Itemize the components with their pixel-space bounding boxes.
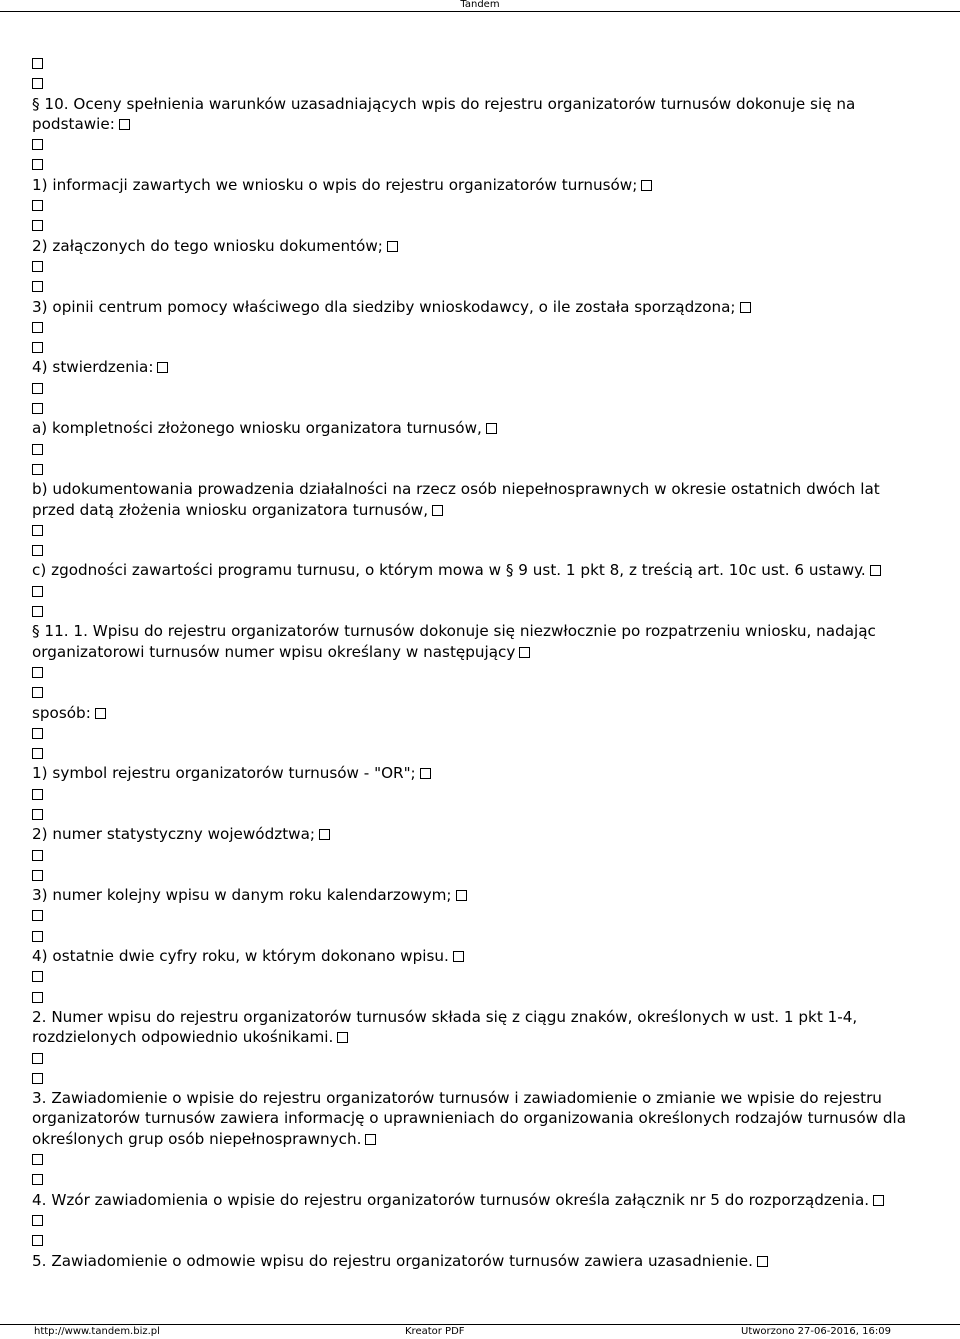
empty-line (32, 520, 927, 540)
paragraph (32, 1251, 927, 1271)
empty-line (32, 317, 927, 337)
paragraph-text: 4. Wzór zawiadomienia o wpisie do rejestru organizatorów turnusów określa załącznik nr 5 do rozporządzenia. (32, 1190, 870, 1209)
page-header (0, 0, 960, 12)
empty-line (32, 784, 927, 804)
missing-glyph-box (32, 342, 43, 353)
empty-line (32, 256, 927, 276)
paragraph-text: 4) stwierdzenia: (32, 358, 154, 377)
paragraph (32, 418, 927, 438)
missing-glyph-box (32, 200, 43, 211)
missing-glyph-box (873, 1195, 884, 1206)
missing-glyph-box (32, 261, 43, 272)
empty-line (32, 926, 927, 946)
missing-glyph-box (486, 423, 497, 434)
paragraph-text: 3) opinii centrum pomocy właściwego dla siedziby wnioskodawcy, o ile została sporządzona; (32, 297, 736, 316)
paragraph (32, 236, 927, 256)
missing-glyph-box (32, 667, 43, 678)
missing-glyph-box (519, 647, 530, 658)
missing-glyph-box (32, 78, 43, 89)
missing-glyph-box (32, 403, 43, 414)
paragraph-text: sposób: (32, 703, 91, 722)
missing-glyph-box (32, 870, 43, 881)
paragraph (32, 94, 927, 135)
empty-line (32, 337, 927, 357)
empty-line (32, 195, 927, 215)
empty-line (32, 1169, 927, 1189)
missing-glyph-box (32, 728, 43, 739)
missing-glyph-box (119, 119, 130, 130)
empty-line (32, 845, 927, 865)
missing-glyph-box (32, 444, 43, 455)
empty-line (32, 134, 927, 154)
paragraph-text: 3) numer kolejny wpisu w danym roku kalendarzowym; (32, 886, 452, 905)
paragraph (32, 1190, 927, 1210)
missing-glyph-box (32, 586, 43, 597)
missing-glyph-box (157, 362, 168, 373)
empty-line (32, 601, 927, 621)
empty-line (32, 723, 927, 743)
paragraph-text: c) zgodności zawartości programu turnusu, o którym mowa w § 9 ust. 1 pkt 8, z treścią art. 10c ust. 6 ustawy. (32, 561, 866, 580)
missing-glyph-box (32, 748, 43, 759)
document-body (32, 53, 927, 1271)
missing-glyph-box (32, 992, 43, 1003)
missing-glyph-box (32, 322, 43, 333)
paragraph-text: 1) informacji zawartych we wniosku o wpis do rejestru organizatorów turnusów; (32, 175, 638, 194)
paragraph (32, 357, 927, 377)
empty-line (32, 662, 927, 682)
paragraph-text: 2. Numer wpisu do rejestru organizatorów turnusów składa się z ciągu znaków, określonych w ust. 1 pkt 1-4, rozdzielonych odpowiednio ukośnikami. (32, 1007, 858, 1047)
missing-glyph-box (32, 281, 43, 292)
empty-line (32, 439, 927, 459)
paragraph-text: a) kompletności złożonego wniosku organizatora turnusów, (32, 419, 482, 438)
empty-line (32, 276, 927, 296)
empty-line (32, 540, 927, 560)
page-footer (0, 1324, 960, 1339)
missing-glyph-box (32, 1053, 43, 1064)
paragraph (32, 824, 927, 844)
missing-glyph-box (870, 565, 881, 576)
paragraph-text: b) udokumentowania prowadzenia działalności na rzecz osób niepełnosprawnych w okresie ostatnich dwóch lat przed datą złożenia wniosku organizatora turnusów, (32, 480, 880, 519)
paragraph-text: 1) symbol rejestru organizatorów turnusów - "OR"; (32, 764, 416, 783)
missing-glyph-box (420, 768, 431, 779)
empty-line (32, 1068, 927, 1088)
missing-glyph-box (32, 606, 43, 617)
missing-glyph-box (32, 525, 43, 536)
missing-glyph-box (32, 789, 43, 800)
missing-glyph-box (740, 302, 751, 313)
paragraph (32, 560, 927, 580)
missing-glyph-box (32, 58, 43, 69)
paragraph (32, 621, 927, 662)
missing-glyph-box (432, 505, 443, 516)
footer-created-date: Utworzono 27-06-2016, 16:09 (741, 1326, 891, 1337)
missing-glyph-box (32, 1154, 43, 1165)
missing-glyph-box (387, 241, 398, 252)
missing-glyph-box (32, 220, 43, 231)
paragraph (32, 1088, 927, 1149)
missing-glyph-box (95, 708, 106, 719)
paragraph (32, 763, 927, 783)
empty-line (32, 1149, 927, 1169)
empty-line (32, 1048, 927, 1068)
paragraph-text: § 11. 1. Wpisu do rejestru organizatorów turnusów dokonuje się niezwłocznie po rozpatrzeniu wniosku, nadając organizatorowi turnusów numer wpisu określany w następujący (32, 622, 876, 661)
empty-line (32, 682, 927, 702)
paragraph-text: 5. Zawiadomienie o odmowie wpisu do rejestru organizatorów turnusów zawiera uzasadnienie. (32, 1251, 753, 1270)
empty-line (32, 73, 927, 93)
paragraph (32, 946, 927, 966)
empty-line (32, 1210, 927, 1230)
footer-url[interactable]: http://www.tandem.biz.pl (34, 1326, 160, 1337)
missing-glyph-box (32, 931, 43, 942)
paragraph (32, 885, 927, 905)
paragraph-text: 2) załączonych do tego wniosku dokumentów; (32, 236, 383, 255)
empty-line (32, 865, 927, 885)
missing-glyph-box (32, 1073, 43, 1084)
missing-glyph-box (32, 809, 43, 820)
empty-line (32, 804, 927, 824)
missing-glyph-box (319, 829, 330, 840)
empty-line (32, 966, 927, 986)
empty-line (32, 378, 927, 398)
empty-line (32, 215, 927, 235)
header-title: Tandem (460, 0, 500, 10)
paragraph (32, 175, 927, 195)
paragraph (32, 479, 927, 520)
missing-glyph-box (32, 1235, 43, 1246)
paragraph-text: 2) numer statystyczny województwa; (32, 825, 316, 844)
empty-line (32, 743, 927, 763)
empty-line (32, 459, 927, 479)
empty-line (32, 154, 927, 174)
missing-glyph-box (32, 850, 43, 861)
footer-creator: Kreator PDF (405, 1326, 465, 1337)
empty-line (32, 905, 927, 925)
paragraph (32, 297, 927, 317)
paragraph-text: § 10. Oceny spełnienia warunków uzasadniających wpis do rejestru organizatorów turnusów dokonuje się na podstawie: (32, 94, 856, 133)
paragraph (32, 1007, 927, 1048)
missing-glyph-box (32, 545, 43, 556)
missing-glyph-box (32, 159, 43, 170)
empty-line (32, 53, 927, 73)
empty-line (32, 398, 927, 418)
missing-glyph-box (757, 1256, 768, 1267)
empty-line (32, 987, 927, 1007)
missing-glyph-box (32, 687, 43, 698)
empty-line (32, 1230, 927, 1250)
missing-glyph-box (365, 1134, 376, 1145)
missing-glyph-box (456, 890, 467, 901)
paragraph-text: 3. Zawiadomienie o wpisie do rejestru organizatorów turnusów i zawiadomienie o zmianie we wpisie do rejestru organizatorów turnusów zawiera informację o uprawnieniach do organizowania określonych rodzajów turnusów dla określonych grup osób niepełnosprawnych. (32, 1089, 907, 1148)
missing-glyph-box (32, 971, 43, 982)
paragraph-text: 4) ostatnie dwie cyfry roku, w którym dokonano wpisu. (32, 947, 449, 966)
missing-glyph-box (32, 383, 43, 394)
missing-glyph-box (453, 951, 464, 962)
missing-glyph-box (32, 1174, 43, 1185)
paragraph (32, 703, 927, 723)
missing-glyph-box (337, 1032, 348, 1043)
missing-glyph-box (32, 139, 43, 150)
missing-glyph-box (32, 464, 43, 475)
empty-line (32, 581, 927, 601)
missing-glyph-box (32, 910, 43, 921)
missing-glyph-box (641, 180, 652, 191)
missing-glyph-box (32, 1215, 43, 1226)
